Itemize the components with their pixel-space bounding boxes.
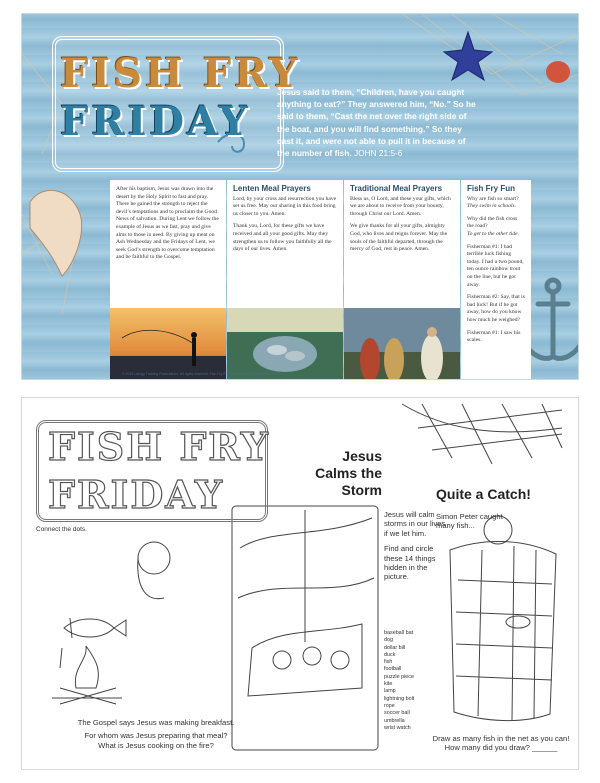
list-item: fish — [384, 659, 393, 666]
jesus-calms-storm-title — [288, 448, 382, 499]
list-item: football — [384, 666, 402, 673]
jesus-disciples-painting — [344, 308, 460, 380]
jesus-title-line-2: Calms the — [315, 465, 382, 481]
list-item: duck — [384, 651, 396, 658]
fun-heading: Fish Fry Fun — [467, 184, 515, 193]
quite-a-catch-title: Quite a Catch! — [436, 486, 531, 502]
conch-shell-icon — [30, 190, 82, 276]
jesus-text-2: Find and circle these 14 things hidden in the picture. — [384, 544, 436, 582]
fisherman-sunset-photo — [110, 308, 226, 380]
lenten-heading: Lenten Meal Prayers — [233, 184, 311, 193]
hidden-items-list — [384, 630, 414, 732]
color-placemat — [21, 13, 579, 380]
simon-peter-caption: Simon Peter caught many fish... — [436, 512, 503, 531]
gospel-line-3: What is Jesus cooking on the fire? — [98, 740, 214, 750]
joke-1-question: Why are fish so smart? — [467, 195, 519, 202]
lenten-prayer-2: Thank you, Lord, for these gifts we have received and all your good gifts. May they strengthen us to follow you faithfully all the days of our lives. Amen. — [233, 223, 332, 253]
fish-net-drawing — [450, 541, 556, 720]
list-item: dollar bill — [384, 644, 406, 651]
list-item: lightning bolt — [384, 695, 415, 702]
traditional-prayer-1: Bless us, O Lord, and these your gifts, which we are about to receive from your bounty, through Christ our Lord. Amen. — [350, 195, 451, 217]
joke-3-part-3: Fisherman #1: I saw his scales. — [467, 329, 521, 344]
title-fish-fry: FISH FRY — [60, 50, 301, 97]
list-item: kite — [384, 681, 393, 688]
jesus-text-1: Jesus will calm storms in our lives if we let him. — [384, 510, 446, 538]
draw-fish-instructions — [426, 734, 576, 753]
joke-3-part-2: Fisherman #2: Say, that is bad luck! But if he got away, how do you know how much he weighed? — [467, 294, 525, 323]
connect-dots-instruction: Connect the dots. — [36, 526, 87, 533]
intro-text: After his baptism, Jesus was drawn into the desert by the Holy Spirit to fast and pray. There he gained the strength to reject the devil’s temptations and to proclaim the Good News of salvation. During Lent we follow the example of Jesus as we fast, pray and give alms to those in need. By giving up meat on Ash Wednesday and the Fridays of Lent, we seek God’s strength to overcome temptation and be faithful to the Gospel. — [116, 186, 219, 261]
lenten-prayer-1: Lord, by your cross and resurrection you have set us free. May our sharing in this food bring us closer to you. Amen. — [233, 195, 337, 217]
list-item: baseball bat — [384, 630, 414, 636]
scripture-verse — [277, 86, 477, 159]
joke-2-question: Why did the fish cross the road? — [467, 215, 518, 230]
campfire-drawing — [52, 646, 122, 704]
intro-column — [110, 180, 226, 380]
list-item: umbrella — [384, 717, 405, 724]
fish-catch-photo — [227, 308, 343, 380]
list-item: lamp — [384, 688, 396, 695]
lenten-prayers-column — [227, 180, 343, 380]
gospel-question — [56, 718, 256, 750]
jesus-face-drawing — [138, 542, 170, 574]
verse-reference: JOHN 21:5-6 — [354, 148, 403, 159]
list-item: puzzle piece — [384, 673, 414, 680]
jesus-title-line-1: Jesus — [342, 448, 382, 464]
jesus-title-line-3: Storm — [341, 482, 382, 498]
list-item: dog — [384, 637, 393, 644]
draw-line-2: How many did you draw? ______ — [444, 743, 558, 753]
starfish-icon — [444, 32, 492, 80]
joke-3-part-1: Fisherman #1: I had terrible luck fishing today. I had a two pound, ten ounce rainbow trout on the line, but he got away. — [467, 243, 524, 288]
joke-1-answer: They swim in schools. — [467, 203, 517, 210]
traditional-prayer-2: We give thanks for all your gifts, almighty God, who lives and reigns forever. May the souls of the faithful departed, through the mercy of God, rest in peace. Amen. — [350, 223, 448, 253]
list-item: soccer ball — [384, 710, 410, 717]
red-shell-icon — [546, 61, 570, 83]
title-friday: FRIDAY — [60, 98, 251, 145]
list-item: wrist watch — [384, 724, 411, 731]
traditional-prayers-column — [344, 180, 460, 380]
copyright-line: © 2019 Liturgy Training Publications. All rights reserved. Fish Fry Friday placemat. Printed in the USA. — [122, 372, 281, 376]
verse-text: Jesus said to them, “Children, have you caught anything to eat?” They answered him, “No.” So he said to them, “Cast the net over the right side of the boat, and you will find something.” So they cast it, and were not able to pull it in because of the number of fish. — [277, 87, 476, 159]
gospel-line-2: For whom was Jesus preparing that meal? — [84, 731, 228, 741]
coloring-placemat — [21, 397, 579, 770]
traditional-heading: Traditional Meal Prayers — [350, 184, 443, 193]
fish-drawing — [64, 619, 126, 637]
gospel-line-1: The Gospel says Jesus was making breakfast. — [77, 718, 235, 727]
coloring-title-fish-fry: FISH FRY — [48, 424, 270, 469]
list-item: rope — [384, 702, 395, 709]
joke-2-answer: To get to the other tide. — [467, 230, 519, 237]
coloring-title-friday: FRIDAY — [48, 472, 225, 517]
fish-fry-fun-column — [461, 180, 531, 380]
draw-line-1: Draw as many fish in the net as you can! — [432, 734, 570, 743]
